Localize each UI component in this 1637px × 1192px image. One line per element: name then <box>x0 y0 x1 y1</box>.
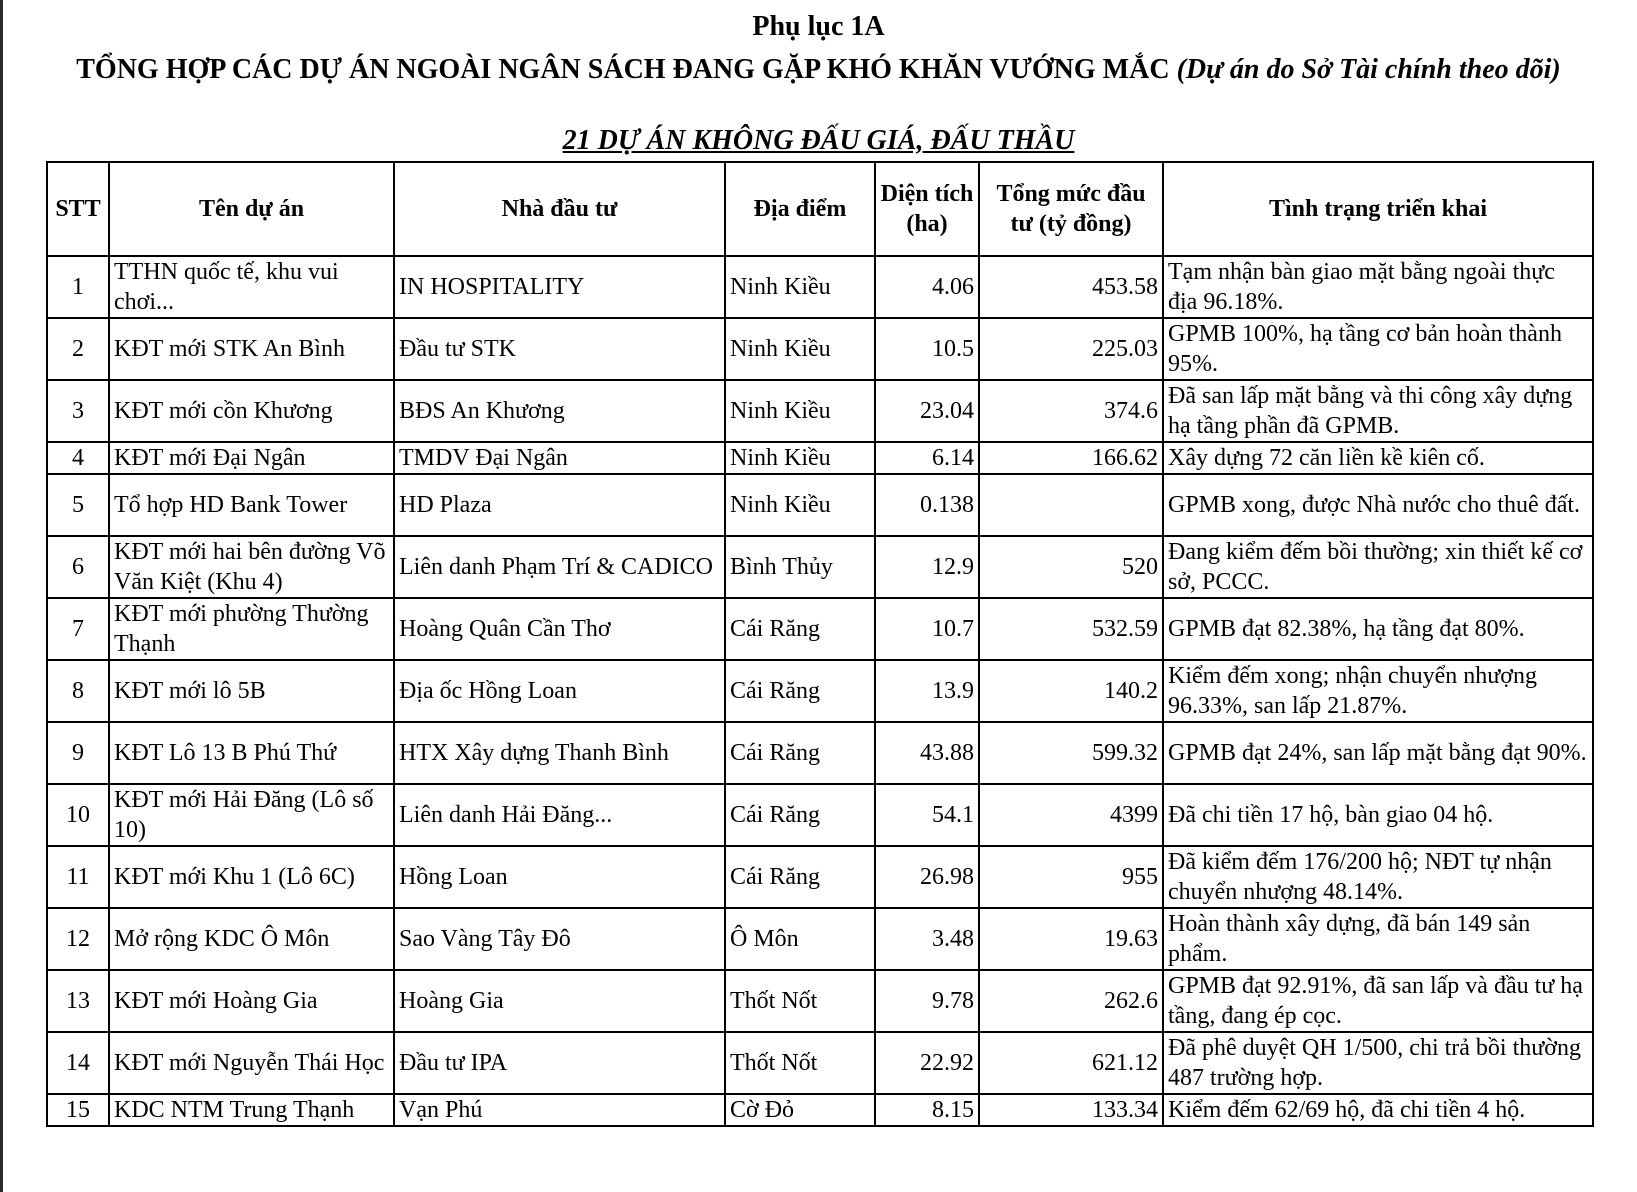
row-investor: Vạn Phú <box>394 1094 725 1126</box>
row-investor: HTX Xây dựng Thanh Bình <box>394 722 725 784</box>
table-body <box>47 256 1593 1126</box>
row-investor: HD Plaza <box>394 474 725 536</box>
table-row <box>47 846 1593 908</box>
row-capital: 225.03 <box>979 318 1163 380</box>
row-stt: 12 <box>47 908 109 970</box>
row-location: Cái Răng <box>725 598 875 660</box>
row-location: Cái Răng <box>725 784 875 846</box>
row-location: Cờ Đỏ <box>725 1094 875 1126</box>
row-capital <box>979 474 1163 536</box>
row-status: GPMB đạt 92.91%, đã san lấp và đầu tư hạ tầng, đang ép cọc. <box>1163 970 1593 1032</box>
row-area: 8.15 <box>875 1094 979 1126</box>
row-investor: TMDV Đại Ngân <box>394 442 725 474</box>
row-project-name: KDC NTM Trung Thạnh <box>109 1094 394 1126</box>
row-project-name: Mở rộng KDC Ô Môn <box>109 908 394 970</box>
appendix-label: Phụ lục 1A <box>752 11 885 42</box>
row-capital: 140.2 <box>979 660 1163 722</box>
row-project-name: KĐT mới Khu 1 (Lô 6C) <box>109 846 394 908</box>
row-project-name: KĐT mới cồn Khương <box>109 380 394 442</box>
row-area: 26.98 <box>875 846 979 908</box>
row-investor: Địa ốc Hồng Loan <box>394 660 725 722</box>
row-status: Đã kiểm đếm 176/200 hộ; NĐT tự nhận chuyển nhượng 48.14%. <box>1163 846 1593 908</box>
row-project-name: KĐT mới hai bên đường Võ Văn Kiệt (Khu 4) <box>109 536 394 598</box>
row-investor: Liên danh Phạm Trí & CADICO <box>394 536 725 598</box>
row-area: 4.06 <box>875 256 979 318</box>
table-row <box>47 256 1593 318</box>
row-stt: 11 <box>47 846 109 908</box>
row-location: Cái Răng <box>725 722 875 784</box>
row-project-name: KĐT Lô 13 B Phú Thứ <box>109 722 394 784</box>
row-status: GPMB xong, được Nhà nước cho thuê đất. <box>1163 474 1593 536</box>
row-capital: 599.32 <box>979 722 1163 784</box>
row-investor: IN HOSPITALITY <box>394 256 725 318</box>
row-investor: Sao Vàng Tây Đô <box>394 908 725 970</box>
col-header-project-name: Tên dự án <box>109 162 394 256</box>
row-area: 22.92 <box>875 1032 979 1094</box>
row-location: Cái Răng <box>725 660 875 722</box>
row-area: 12.9 <box>875 536 979 598</box>
row-location: Cái Răng <box>725 846 875 908</box>
table-row <box>47 536 1593 598</box>
col-header-investor: Nhà đầu tư <box>394 162 725 256</box>
row-status: Đã san lấp mặt bằng và thi công xây dựng hạ tầng phần đã GPMB. <box>1163 380 1593 442</box>
row-area: 6.14 <box>875 442 979 474</box>
row-location: Ninh Kiều <box>725 318 875 380</box>
row-project-name: KĐT mới Hoàng Gia <box>109 970 394 1032</box>
row-area: 0.138 <box>875 474 979 536</box>
row-status: GPMB đạt 24%, san lấp mặt bằng đạt 90%. <box>1163 722 1593 784</box>
row-capital: 262.6 <box>979 970 1163 1032</box>
row-project-name: KĐT mới phường Thường Thạnh <box>109 598 394 660</box>
row-area: 10.7 <box>875 598 979 660</box>
row-capital: 4399 <box>979 784 1163 846</box>
col-header-stt: STT <box>47 162 109 256</box>
row-status: GPMB 100%, hạ tầng cơ bản hoàn thành 95%. <box>1163 318 1593 380</box>
row-investor: Đầu tư IPA <box>394 1032 725 1094</box>
row-stt: 4 <box>47 442 109 474</box>
row-capital: 374.6 <box>979 380 1163 442</box>
row-investor: Hồng Loan <box>394 846 725 908</box>
row-area: 3.48 <box>875 908 979 970</box>
row-status: Xây dựng 72 căn liền kề kiên cố. <box>1163 442 1593 474</box>
table-row <box>47 784 1593 846</box>
row-stt: 1 <box>47 256 109 318</box>
row-project-name: KĐT mới STK An Bình <box>109 318 394 380</box>
document-title <box>50 52 1587 88</box>
row-location: Thốt Nốt <box>725 1032 875 1094</box>
table-row <box>47 380 1593 442</box>
row-stt: 7 <box>47 598 109 660</box>
table-row <box>47 660 1593 722</box>
row-project-name: KĐT mới Đại Ngân <box>109 442 394 474</box>
row-status: Hoàn thành xây dựng, đã bán 149 sản phẩm. <box>1163 908 1593 970</box>
row-location: Ninh Kiều <box>725 380 875 442</box>
row-stt: 13 <box>47 970 109 1032</box>
section-subtitle: 21 DỰ ÁN KHÔNG ĐẤU GIÁ, ĐẤU THẦU <box>562 125 1075 156</box>
row-area: 13.9 <box>875 660 979 722</box>
page-edge-rule <box>0 0 3 1192</box>
row-status: Tạm nhận bàn giao mặt bằng ngoài thực địa 96.18%. <box>1163 256 1593 318</box>
document-title-main: TỔNG HỢP CÁC DỰ ÁN NGOÀI NGÂN SÁCH ĐANG GẶP KHÓ KHĂN VƯỚNG MẮC <box>76 54 1177 85</box>
row-project-name: KĐT mới Hải Đăng (Lô số 10) <box>109 784 394 846</box>
row-capital: 19.63 <box>979 908 1163 970</box>
col-header-location: Địa điểm <box>725 162 875 256</box>
col-header-capital: Tổng mức đầu tư (tỷ đồng) <box>979 162 1163 256</box>
row-capital: 621.12 <box>979 1032 1163 1094</box>
row-capital: 520 <box>979 536 1163 598</box>
row-investor: BĐS An Khương <box>394 380 725 442</box>
row-status: Đã phê duyệt QH 1/500, chi trả bồi thường 487 trường hợp. <box>1163 1032 1593 1094</box>
row-stt: 14 <box>47 1032 109 1094</box>
projects-table <box>46 161 1594 1127</box>
row-stt: 5 <box>47 474 109 536</box>
row-status: Đã chi tiền 17 hộ, bàn giao 04 hộ. <box>1163 784 1593 846</box>
col-header-area: Diện tích (ha) <box>875 162 979 256</box>
row-investor: Hoàng Gia <box>394 970 725 1032</box>
table-row <box>47 908 1593 970</box>
row-location: Ninh Kiều <box>725 256 875 318</box>
row-stt: 6 <box>47 536 109 598</box>
row-status: Kiểm đếm xong; nhận chuyển nhượng 96.33%, san lấp 21.87%. <box>1163 660 1593 722</box>
table-row <box>47 722 1593 784</box>
table-row <box>47 1032 1593 1094</box>
row-stt: 3 <box>47 380 109 442</box>
row-area: 9.78 <box>875 970 979 1032</box>
row-capital: 166.62 <box>979 442 1163 474</box>
row-project-name: TTHN quốc tế, khu vui chơi... <box>109 256 394 318</box>
table-row <box>47 970 1593 1032</box>
document-title-note: (Dự án do Sở Tài chính theo dõi) <box>1176 54 1561 85</box>
row-area: 10.5 <box>875 318 979 380</box>
row-stt: 10 <box>47 784 109 846</box>
row-capital: 532.59 <box>979 598 1163 660</box>
row-capital: 453.58 <box>979 256 1163 318</box>
row-location: Ninh Kiều <box>725 442 875 474</box>
row-status: Kiểm đếm 62/69 hộ, đã chi tiền 4 hộ. <box>1163 1094 1593 1126</box>
row-investor: Đầu tư STK <box>394 318 725 380</box>
row-area: 23.04 <box>875 380 979 442</box>
row-investor: Hoàng Quân Cần Thơ <box>394 598 725 660</box>
row-stt: 15 <box>47 1094 109 1126</box>
table-row <box>47 442 1593 474</box>
row-location: Thốt Nốt <box>725 970 875 1032</box>
row-stt: 2 <box>47 318 109 380</box>
row-project-name: Tổ hợp HD Bank Tower <box>109 474 394 536</box>
row-investor: Liên danh Hải Đăng... <box>394 784 725 846</box>
row-capital: 133.34 <box>979 1094 1163 1126</box>
row-location: Ô Môn <box>725 908 875 970</box>
row-stt: 8 <box>47 660 109 722</box>
col-header-status: Tình trạng triển khai <box>1163 162 1593 256</box>
row-project-name: KĐT mới lô 5B <box>109 660 394 722</box>
row-area: 43.88 <box>875 722 979 784</box>
table-row <box>47 598 1593 660</box>
table-header-row <box>47 162 1593 256</box>
table-row <box>47 318 1593 380</box>
row-stt: 9 <box>47 722 109 784</box>
row-capital: 955 <box>979 846 1163 908</box>
row-location: Bình Thủy <box>725 536 875 598</box>
table-row <box>47 1094 1593 1126</box>
row-status: Đang kiểm đếm bồi thường; xin thiết kế cơ sở, PCCC. <box>1163 536 1593 598</box>
row-status: GPMB đạt 82.38%, hạ tầng đạt 80%. <box>1163 598 1593 660</box>
table-row <box>47 474 1593 536</box>
row-location: Ninh Kiều <box>725 474 875 536</box>
row-project-name: KĐT mới Nguyễn Thái Học <box>109 1032 394 1094</box>
row-area: 54.1 <box>875 784 979 846</box>
